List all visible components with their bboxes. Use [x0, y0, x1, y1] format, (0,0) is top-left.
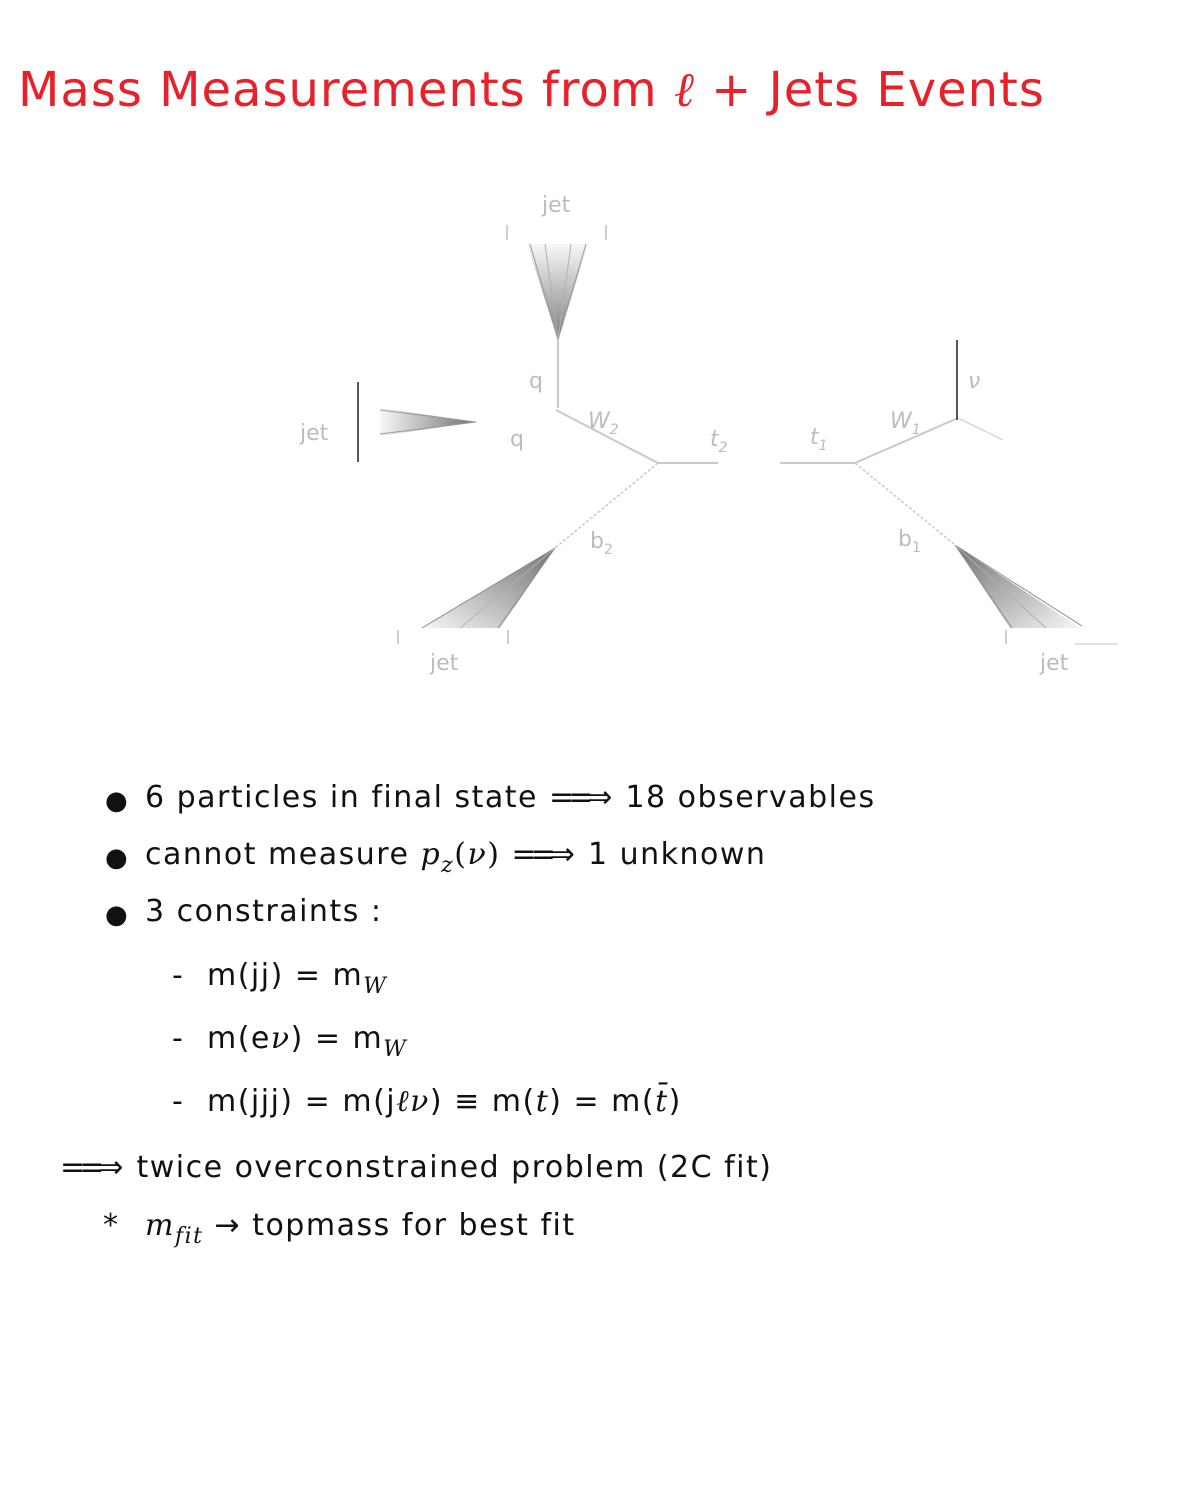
title-text-before: Mass Measurements from	[18, 62, 674, 118]
label-q-upper: q	[529, 369, 543, 394]
label-t1: $t_1$	[810, 425, 828, 454]
bullet-constraints: 3 constraints :	[145, 894, 383, 929]
momentum-subscript: z	[441, 853, 455, 878]
jet-bottom-right	[955, 545, 1118, 644]
constraint-2-nu: ν	[270, 1021, 291, 1056]
label-q-lower: q	[510, 427, 524, 452]
constraint-2-sub: W	[383, 1037, 408, 1062]
label-jet-left: jet	[300, 421, 329, 446]
constraint-1-sub: W	[363, 974, 388, 999]
label-b1: $b_1$	[898, 527, 921, 556]
constraint-3-top: t	[535, 1084, 550, 1119]
bullet-2-result: 1 unknown	[576, 837, 767, 872]
lepton-line	[958, 418, 1003, 440]
label-jet-top: jet	[542, 193, 571, 218]
constraint-enu	[207, 1021, 407, 1062]
label-t2: $t_2$	[710, 427, 728, 456]
label-nu: ν	[968, 369, 981, 394]
note-star: *	[103, 1208, 120, 1243]
constraint-dash-1: -	[172, 958, 185, 993]
momentum-symbol: p	[420, 837, 442, 872]
label-b2: $b_2$	[590, 529, 613, 558]
bullet-dot-2: ●	[105, 843, 128, 873]
note-line	[145, 1208, 576, 1249]
note-mass-symbol: m	[145, 1208, 175, 1243]
constraint-top	[207, 1084, 682, 1119]
constraint-1-text: m(jj) = m	[207, 958, 364, 993]
jet-bottom-left	[398, 548, 555, 644]
constraint-dash-3: -	[172, 1084, 185, 1119]
constraint-dash-2: -	[172, 1021, 185, 1056]
jet-top	[507, 225, 606, 340]
title-text-after: + Jets Events	[694, 62, 1045, 118]
constraint-3-lepton: ℓν	[396, 1084, 430, 1119]
constraint-2-text: m(e	[207, 1021, 271, 1056]
constraint-3-part-4: )	[668, 1084, 682, 1119]
title-ell-symbol: ℓ	[673, 62, 695, 118]
constraint-3-antitop: t̄	[655, 1084, 669, 1119]
implies-arrow-icon: ==⇒	[549, 780, 607, 815]
conclusion-line	[60, 1150, 772, 1185]
neutrino-symbol: ν	[467, 837, 488, 872]
label-jet-bottom-right: jet	[1040, 651, 1069, 676]
conclusion-text: twice overconstrained problem (2C fit)	[125, 1150, 773, 1185]
bullet-dot-1: ●	[105, 786, 128, 816]
bullet-unknown	[145, 837, 766, 878]
b2-line	[555, 463, 658, 548]
constraint-3-part-2: ) ≡ m(	[429, 1084, 536, 1119]
bullet-2-text: cannot measure	[145, 837, 421, 872]
paren-close: )	[487, 837, 501, 872]
implies-arrow-icon: ==⇒	[60, 1150, 118, 1185]
constraint-3-part-1: m(jjj) = m(j	[207, 1084, 397, 1119]
constraint-jj	[207, 958, 387, 999]
note-fit-subscript: fit	[174, 1224, 204, 1249]
bullet-dot-3: ●	[105, 900, 128, 930]
label-w2: $W_2$	[588, 409, 619, 438]
bullet-1-result: 18 observables	[614, 780, 876, 815]
bullet-observables	[145, 780, 876, 815]
note-text: → topmass for best fit	[203, 1208, 576, 1243]
paren-open: (	[454, 837, 468, 872]
constraint-3-part-3: ) = m(	[549, 1084, 656, 1119]
decay-diagram	[0, 0, 1200, 720]
label-w1: $W_1$	[890, 409, 921, 438]
label-jet-bottom-left: jet	[430, 651, 459, 676]
implies-arrow-icon: ==⇒	[511, 837, 569, 872]
jet-left	[358, 382, 476, 462]
bullet-1-text: 6 particles in final state	[145, 780, 550, 815]
constraint-2-eq: ) = m	[290, 1021, 384, 1056]
